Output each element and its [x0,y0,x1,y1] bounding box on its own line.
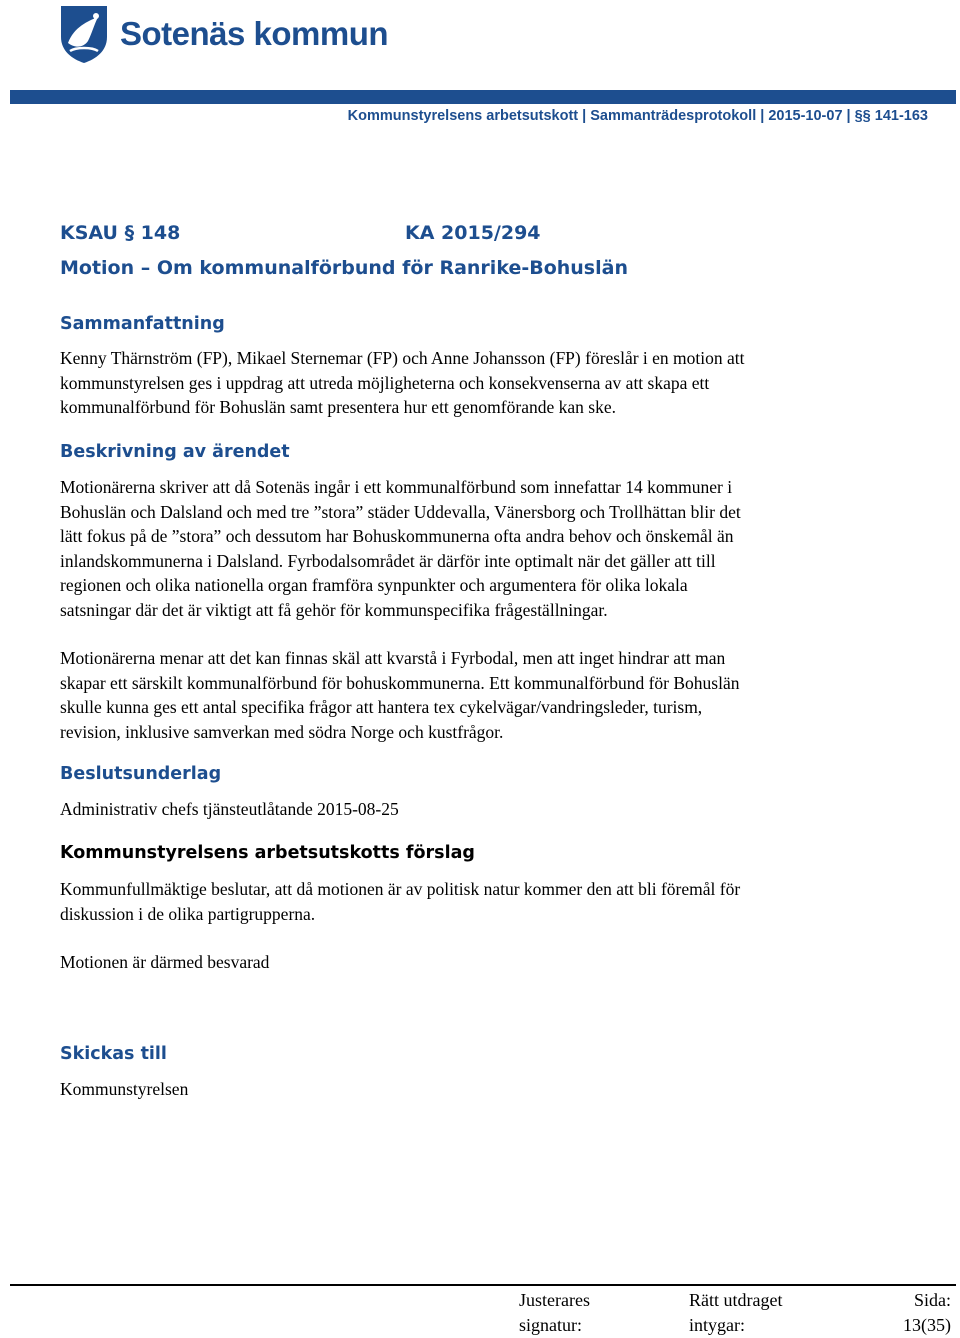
description-line: skulle kunna ges ett antal specifika frågor att hantera tex cykelvägar/vandringsleder, turism, [60,697,703,717]
conclusion-line: Motionen är därmed besvarad [60,952,270,972]
description-line: lätt fokus på de ”stora” och dessutom har Bohuskommunerna ofta andra behov och önskemål än [60,526,734,546]
proposal-heading: Kommunstyrelsens arbetsutskotts förslag [60,843,475,863]
summary-text [60,346,920,420]
case-ka-number: KA 2015/294 [405,222,541,244]
description-line: revision, inklusive samverkan med södra Norge och kustfrågor. [60,721,504,742]
basis-text [60,797,920,822]
proposal-text [60,877,920,926]
description-heading: Beskrivning av ärendet [60,442,290,462]
footer-justerare-label: Justerares [519,1290,590,1310]
description-line: Motionärerna menar att det kan finnas skäl att kvarstå i Fyrbodal, men att inget hindrar att man [60,648,726,668]
proposal-line: diskussion i de olika partigrupperna. [60,903,316,924]
summary-line: kommunstyrelsen ges i uppdrag att utreda möjligheterna och konsekvenserna av att skapa ett [60,372,710,393]
footer-rule [10,1284,956,1286]
send-to-line: Kommunstyrelsen [60,1079,189,1099]
footer-page-label: Sida: [913,1290,951,1310]
footer-page-number: 13(35) [903,1315,951,1335]
case-ref: KSAU § 148 [60,222,181,244]
proposal-line: Kommunfullmäktige beslutar, att då motionen är av politisk natur kommer den att bli föremål för [60,879,741,899]
send-to-heading: Skickas till [60,1044,167,1064]
description-line: Motionärerna skriver att då Sotenäs ingår i ett kommunalförbund som innefattar 14 kommuner i [60,477,733,497]
description-line: Bohuslän och Dalsland och med tre ”stora” städer Uddevalla, Vänersborg och Trollhättan blir det [60,501,741,522]
summary-line: Kenny Thärnström (FP), Mikael Sternemar (FP) och Anne Johansson (FP) föreslår i en motion att [60,348,745,368]
basis-line: Administrativ chefs tjänsteutlåtande 2015-08-25 [60,799,399,819]
send-to-text [60,1077,920,1102]
logo [58,3,388,65]
case-title: Motion – Om kommunalförbund för Ranrike-Bohuslän [60,257,628,279]
basis-heading: Beslutsunderlag [60,764,222,784]
description-paragraph-2 [60,646,920,744]
description-line: skapar ett särskilt kommunalförbund för bohuskommunerna. Ett kommunalförbund för Bohuslän [60,672,740,693]
description-line: regionen och olika nationella organ framföra synpunkter och argumentera för olika lokala [60,575,688,595]
coat-of-arms-shield-icon [58,3,110,65]
description-line: inlandskommunerna i Dalsland. Fyrbodalsområdet är därför inte optimalt när det gäller att till [60,550,716,571]
description-line: satsningar där det är viktigt att få gehör för kommunspecifika frågeställningar. [60,599,608,620]
description-paragraph-1 [60,475,920,622]
breadcrumb: Kommunstyrelsens arbetsutskott | Sammanträdesprotokoll | 2015-10-07 | §§ 141-163 [347,108,928,124]
summary-line: kommunalförbund för Bohuslän samt presentera hur ett genomförande kan ske. [60,397,616,417]
footer-utdrag [689,1288,782,1338]
summary-heading: Sammanfattning [60,314,225,334]
footer-justerare-label-2: signatur: [519,1315,582,1335]
footer-utdrag-label: Rätt utdraget [689,1290,783,1310]
footer-page [903,1288,951,1338]
footer-utdrag-label-2: intygar: [689,1315,745,1335]
header-rule [10,90,956,104]
proposal-conclusion [60,950,920,975]
logo-name: Sotenäs kommun [120,15,389,52]
footer-justerare [519,1288,590,1338]
